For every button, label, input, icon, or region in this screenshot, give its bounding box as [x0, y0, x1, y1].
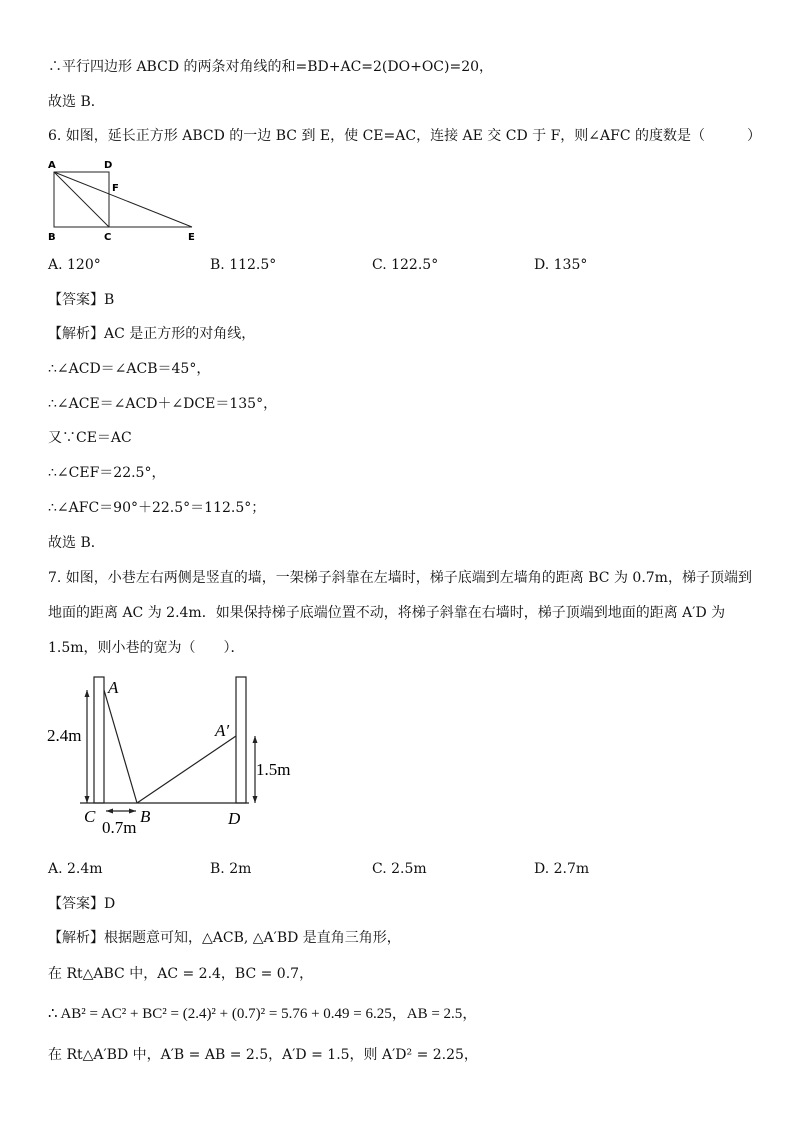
option-c: C. 2.5m [372, 861, 427, 877]
figure-q7 [44, 670, 304, 840]
segment-ae [54, 172, 192, 227]
question-6: 6. 如图，延长正方形 ABCD 的一边 BC 到 E，使 CE=AC，连接 AE 交 CD 于 F，则∠AFC 的度数是（ ） [48, 128, 762, 144]
label-a: A [48, 160, 56, 171]
ladder-right [137, 736, 236, 803]
label-b: B [48, 232, 56, 243]
figure-q6 [44, 154, 214, 244]
label-left-height: 2.4m [47, 726, 82, 745]
option-b: B. 2m [210, 861, 252, 877]
label-c: C [104, 232, 112, 243]
option-c: C. 122.5° [372, 257, 439, 273]
option-d: D. 135° [534, 257, 588, 273]
label-f: F [112, 183, 119, 194]
explanation-line: 在 Rt△A′BD 中，A′B = AB = 2.5，A′D = 1.5，则 A′D² = 2.25， [48, 1047, 478, 1063]
explanation-line: 故选 B． [48, 535, 105, 551]
label-d: D [228, 809, 241, 828]
label-c: C [84, 807, 96, 826]
question-7-line: 7. 如图，小巷左右两侧是竖直的墙，一架梯子斜靠在左墙时，梯子底端到左墙角的距离 BC 为 0.7m，梯子顶端到 [48, 570, 752, 586]
text-line: 故选 B． [48, 94, 105, 110]
label-e: E [188, 232, 195, 243]
explanation-line: ∴∠CEF＝22.5°， [48, 465, 166, 481]
option-a: A. 120° [48, 257, 101, 273]
text-line: ∴平行四边形 ABCD 的两条对角线的和=BD+AC=2(DO+OC)=20， [48, 59, 494, 75]
label-bottom-length: 0.7m [102, 818, 137, 837]
label-d: D [104, 160, 113, 171]
option-a: A. 2.4m [48, 861, 103, 877]
explanation-line: 【解析】AC 是正方形的对角线， [48, 326, 256, 342]
explanation-line: ∴∠ACE＝∠ACD＋∠DCE＝135°， [48, 396, 278, 412]
answer-7: 【答案】D [48, 896, 116, 912]
explanation-line: 又∵CE＝AC [48, 430, 132, 446]
option-b: B. 112.5° [210, 257, 277, 273]
explanation-line: ∴ AB² = AC² + BC² = (2.4)² + (0.7)² = 5.76 + 0.49 = 6.25，AB = 2.5， [48, 1006, 478, 1022]
label-b: B [140, 807, 151, 826]
label-a-prime: A′ [215, 721, 230, 740]
explanation-line: 在 Rt△ABC 中，AC = 2.4，BC = 0.7， [48, 966, 314, 982]
option-d: D. 2.7m [534, 861, 590, 877]
ladder-left [104, 690, 137, 803]
explanation-line: ∴∠AFC＝90°＋22.5°＝112.5°； [48, 500, 266, 516]
right-wall [236, 677, 246, 803]
label-right-height: 1.5m [256, 760, 291, 779]
label-a: A [108, 678, 119, 697]
question-7-line: 1.5m，则小巷的宽为（ ）． [48, 640, 245, 656]
answer-6: 【答案】B [48, 292, 115, 308]
explanation-line: 【解析】根据题意可知，△ACB, △A′BD 是直角三角形， [48, 930, 401, 946]
diagonal-ac [54, 172, 109, 227]
question-7-line: 地面的距离 AC 为 2.4m．如果保持梯子底端位置不动，将梯子斜靠在右墙时，梯子顶端到地面的距离 A′D 为 [48, 605, 726, 621]
explanation-line: ∴∠ACD＝∠ACB＝45°， [48, 361, 211, 377]
left-wall [94, 677, 104, 803]
